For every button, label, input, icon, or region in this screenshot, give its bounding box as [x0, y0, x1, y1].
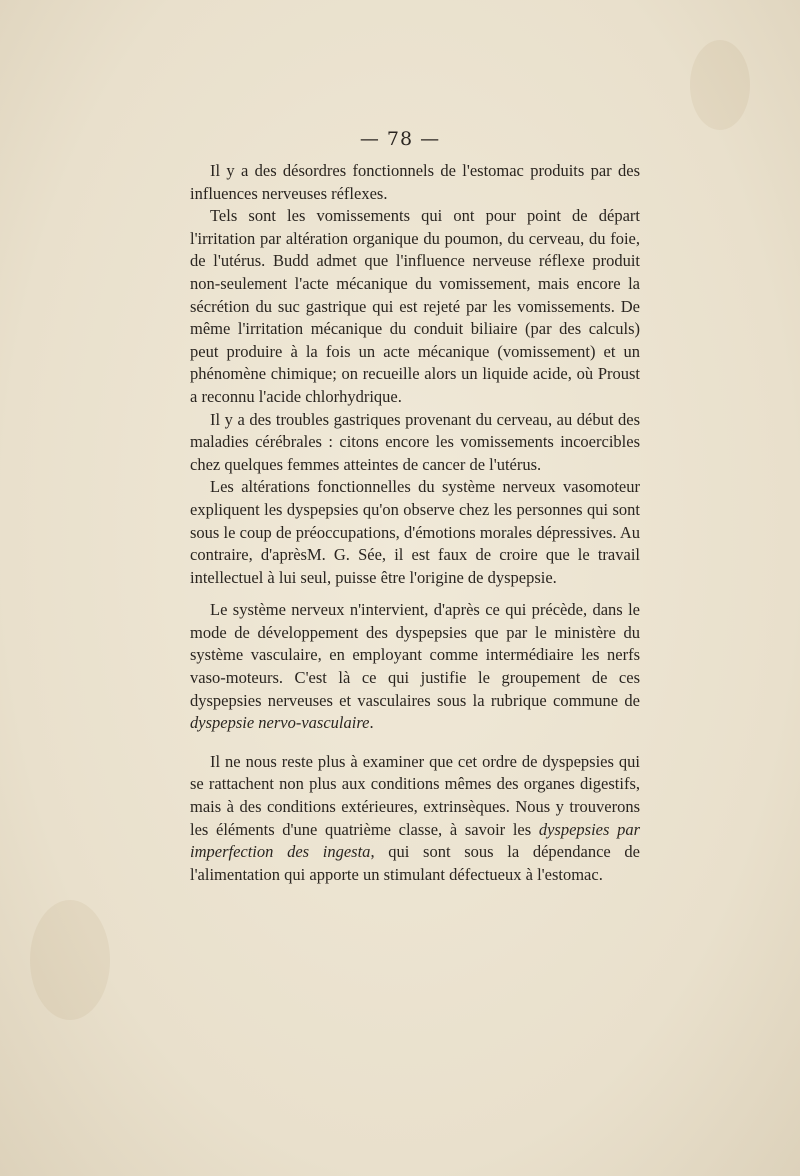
paragraph-5: [190, 599, 640, 735]
paragraph-4: Les altérations fonctionnelles du système nerveux vasomoteur expliquent les dyspepsies qu'on observe chez les personnes qui sont sous le coup de préoccupations, d'émotions morales dépressives. Au contraire, d'aprèsM. G. Sée, il est faux de croire que le travail intellectuel à lui seul, puisse être l'origine de dyspepsie.: [190, 477, 640, 587]
paragraph-2: Tels sont les vomissements qui ont pour point de départ l'irritation par altération organique du poumon, du cerveau, du foie, de l'utérus. Budd admet que l'influence nerveuse réflexe produit non-seulement l'acte mécanique du vomissement, mais encore la sécrétion du suc gastrique qui est rejeté par les vomissements. De même l'irritation mécanique du conduit biliaire (par des calculs) peut produire à la fois un acte mécanique (vomissement) et un phénomène chimique; on recueille alors un liquide acide, où Proust a reconnu l'acide chlorhydrique.: [190, 206, 640, 406]
paragraph-1: Il y a des désordres fonctionnels de l'estomac produits par des influences nerveuses réflexes.: [190, 161, 640, 203]
body-text: [190, 160, 640, 886]
paragraph-6-text: Il ne nous reste plus à examiner que cet ordre de dyspepsies qui se rattachent non plus aux conditions mêmes des organes digestifs, mais à des conditions extérieures, extrinsèques. Nous y trouverons les éléments d'une quatrième classe, à savoir les: [190, 751, 640, 839]
paper-stain: [30, 900, 110, 1020]
paper-stain: [690, 40, 750, 130]
paragraph-5-end: .: [369, 713, 374, 733]
paragraph-5-italic: dyspepsie nervo-vasculaire: [190, 713, 370, 733]
paragraph-6: [190, 751, 640, 887]
paragraph-6-end: , qui sont sous la dépendance de l'alimentation qui apporte un stimulant défectueux à l'estomac.: [190, 842, 640, 884]
page-number: — 78 —: [359, 128, 441, 150]
paragraph-3: Il y a des troubles gastriques provenant du cerveau, au début des maladies cérébrales : citons encore les vomissements incoercibles chez quelques femmes atteintes de cancer de l'utérus.: [190, 409, 640, 474]
paragraph-6-italic: dyspepsies par imperfection des ingesta: [190, 819, 640, 862]
paragraph-5-text: Le système nerveux n'intervient, d'après ce qui précède, dans le mode de développement des dyspepsies que par le ministère du système vasculaire, en employant comme intermédiaire les nerfs vaso-moteurs. C'est là ce qui justifie le groupement de ces dyspepsies nerveuses et vasculaires sous la rubrique commune de: [190, 600, 640, 710]
